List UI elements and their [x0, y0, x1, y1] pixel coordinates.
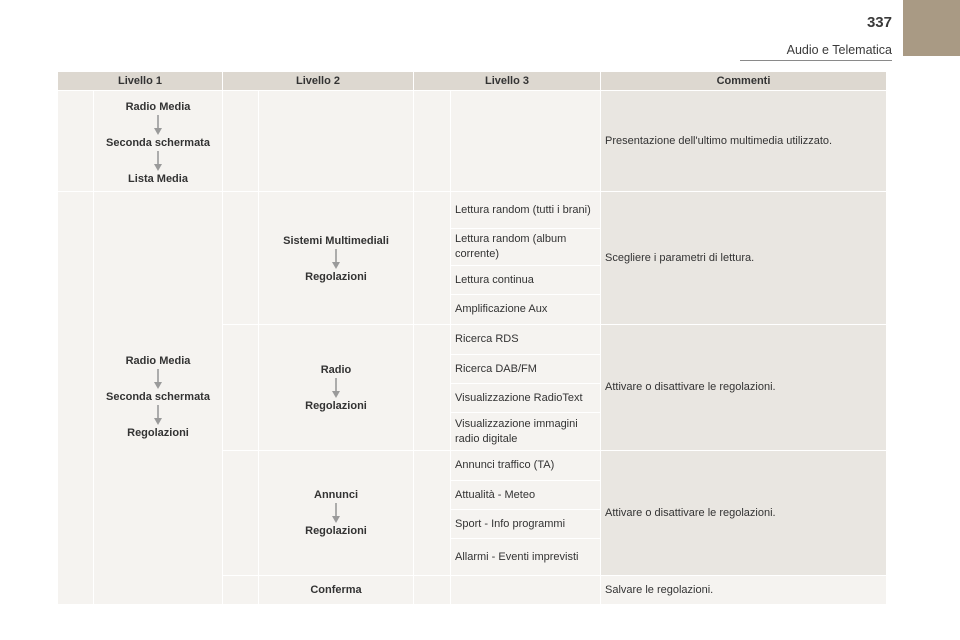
block2-level1-path: [94, 354, 222, 440]
block1-comment: Presentazione dell'ultimo multimedia utilizzato.: [605, 134, 833, 147]
option-item: Allarmi - Eventi imprevisti: [455, 550, 579, 563]
group1-level2-path: [259, 234, 413, 284]
section-tab-marker: [903, 0, 960, 56]
group3-level2-path: [259, 488, 413, 538]
arrow-down-icon: [153, 114, 163, 136]
level2-item: Regolazioni: [305, 400, 367, 412]
option-item: Amplificazione Aux: [455, 303, 548, 315]
page-number: 337: [866, 14, 892, 31]
block1-level1-path: [94, 100, 222, 186]
option-item: Lettura continua: [455, 273, 534, 286]
header-rule: [740, 60, 892, 61]
confirm-comment: Salvare le regolazioni.: [605, 583, 714, 596]
group3-comment: Attivare o disattivare le regolazioni.: [605, 506, 776, 519]
level2-item: Regolazioni: [305, 525, 367, 537]
group1-comment: Scegliere i parametri di lettura.: [605, 251, 755, 264]
option-item: Ricerca DAB/FM: [455, 362, 537, 375]
level1-item: Seconda schermata: [106, 391, 210, 403]
level1-item: Regolazioni: [127, 427, 189, 439]
column-header-comments: Commenti: [601, 72, 886, 90]
arrow-down-icon: [331, 248, 341, 270]
arrow-down-icon: [331, 502, 341, 524]
option-item: Attualità - Meteo: [455, 488, 536, 501]
level2-item: Annunci: [314, 489, 358, 501]
option-item: Sport - Info programmi: [455, 517, 566, 530]
option-item: Lettura random (tutti i brani): [455, 203, 591, 216]
option-item: Ricerca RDS: [455, 333, 519, 345]
arrow-down-icon: [153, 404, 163, 426]
column-header-level2: Livello 2: [223, 72, 413, 90]
arrow-down-icon: [153, 150, 163, 172]
section-title: Audio e Telematica: [786, 43, 892, 57]
option-item: Visualizzazione RadioText: [455, 391, 583, 404]
option-item: Annunci traffico (TA): [455, 459, 555, 471]
column-header-level3: Livello 3: [414, 72, 600, 90]
menu-table: [58, 72, 886, 604]
option-item: Lettura random (album corrente): [455, 233, 567, 260]
level1-item: Radio Media: [125, 101, 191, 113]
level2-item: Sistemi Multimediali: [283, 235, 389, 247]
level2-item: Regolazioni: [305, 271, 367, 283]
arrow-down-icon: [331, 377, 341, 399]
level1-item: Seconda schermata: [106, 137, 210, 149]
column-header-level1: Livello 1: [58, 72, 222, 90]
group2-comment: Attivare o disattivare le regolazioni.: [605, 381, 776, 393]
option-item: Visualizzazione immagini radio digitale: [455, 417, 578, 445]
level2-item: Radio: [320, 364, 352, 376]
confirm-label: Conferma: [310, 584, 362, 596]
group2-level2-path: [259, 363, 413, 413]
level1-item: Lista Media: [128, 173, 188, 185]
level1-item: Radio Media: [125, 355, 191, 367]
arrow-down-icon: [153, 368, 163, 390]
